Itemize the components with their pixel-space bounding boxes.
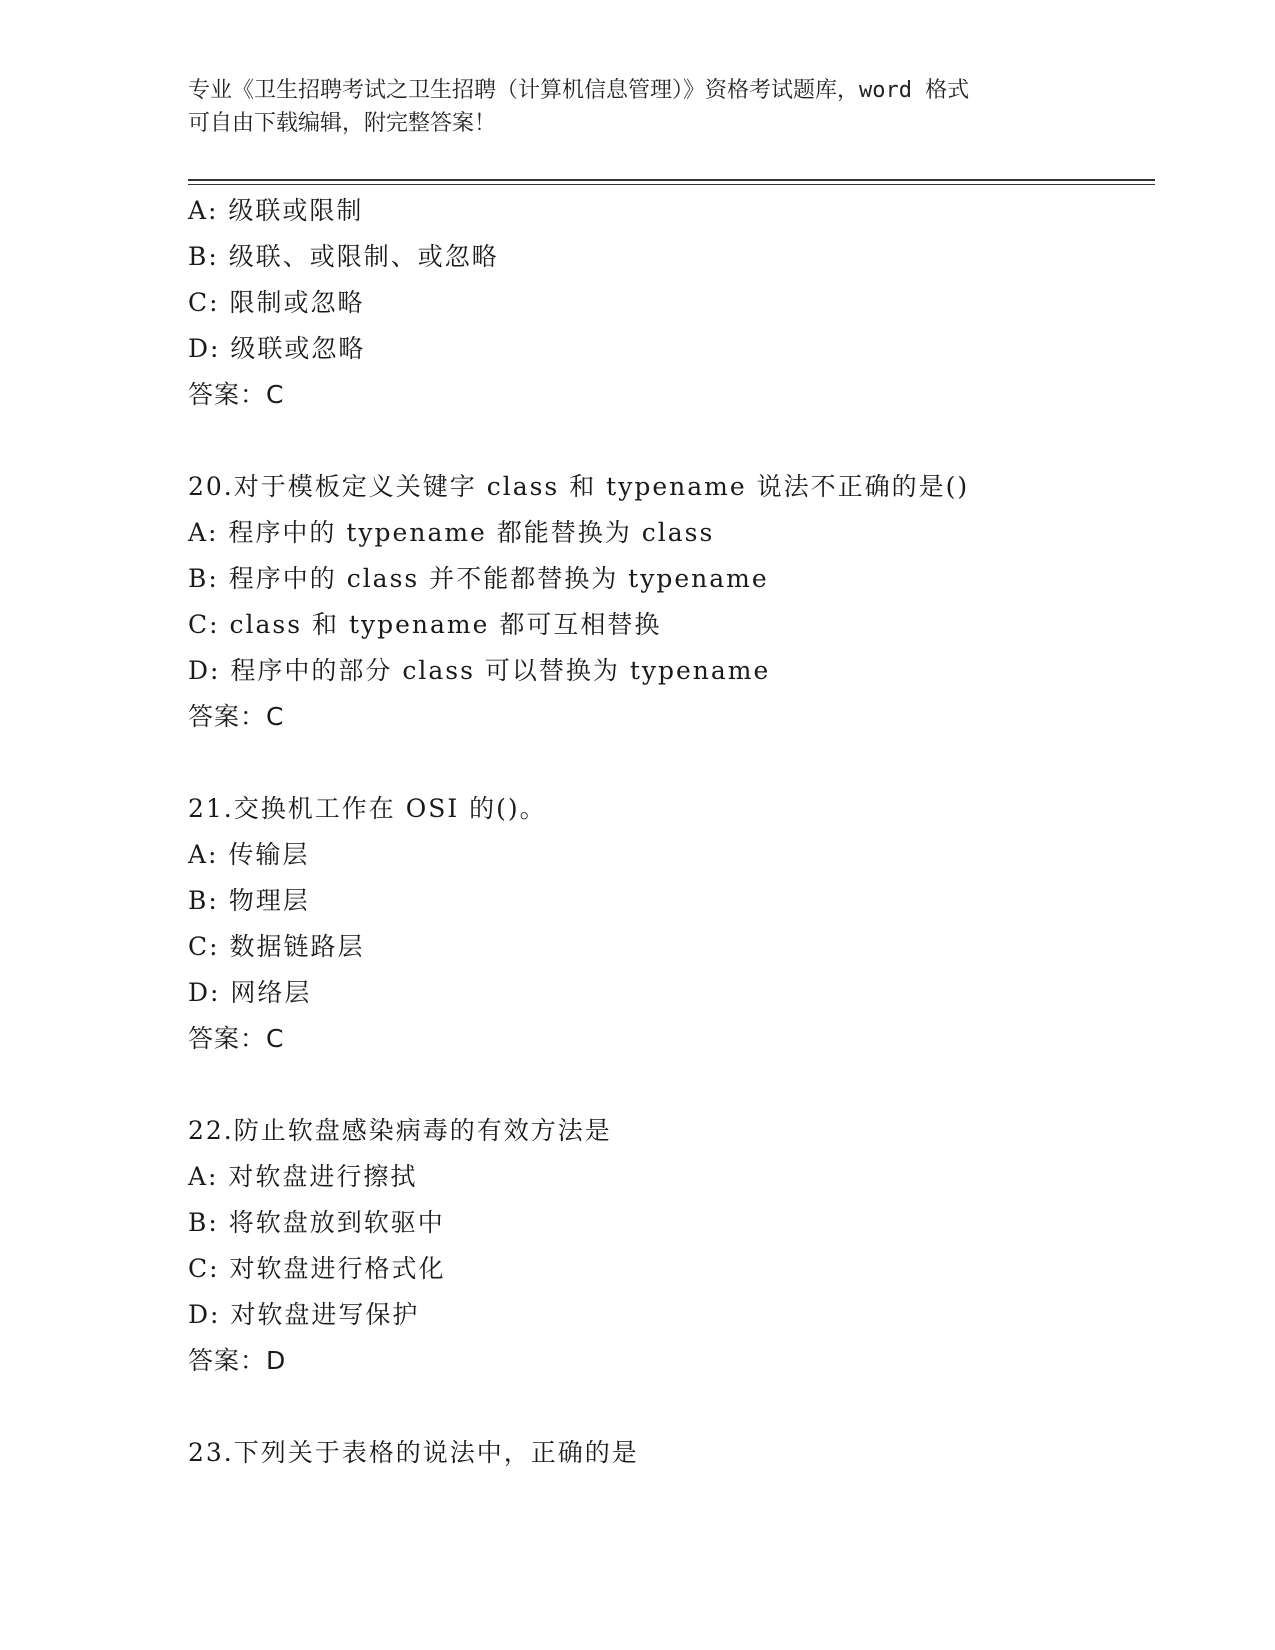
spacer [188, 1062, 1148, 1108]
question-21 [188, 786, 1148, 1062]
question-text: 21.交换机工作在 OSI 的()。 [188, 794, 547, 823]
answer-line: 答案：D [188, 1346, 287, 1375]
option-c: C: 限制或忽略 [188, 288, 365, 317]
spacer [188, 1384, 1148, 1430]
option-a: A: 传输层 [188, 840, 310, 869]
option-b: B: 将软盘放到软驱中 [188, 1208, 445, 1237]
document-header [188, 74, 1088, 140]
question-22 [188, 1108, 1148, 1384]
option-b: B: 物理层 [188, 886, 310, 915]
header-title-line-2: 可自由下载编辑，附完整答案！ [188, 111, 497, 136]
answer-line: 答案：C [188, 1024, 285, 1053]
option-c: C: 数据链路层 [188, 932, 365, 961]
option-b: B: 程序中的 class 并不能都替换为 typename [188, 564, 769, 593]
option-b: B: 级联、或限制、或忽略 [188, 242, 499, 271]
option-d: D: 程序中的部分 class 可以替换为 typename [188, 656, 771, 685]
question-list [188, 188, 1148, 1476]
header-divider-thick [188, 179, 1155, 181]
option-d: D: 网络层 [188, 978, 312, 1007]
answer-line: 答案：C [188, 380, 285, 409]
option-a: A: 级联或限制 [188, 196, 364, 225]
question-text: 22.防止软盘感染病毒的有效方法是 [188, 1116, 612, 1145]
question-text: 20.对于模板定义关键字 class 和 typename 说法不正确的是() [188, 472, 970, 501]
question-23 [188, 1430, 1148, 1476]
question-20 [188, 464, 1148, 740]
option-a: A: 程序中的 typename 都能替换为 class [188, 518, 715, 547]
option-c: C: class 和 typename 都可互相替换 [188, 610, 662, 639]
option-a: A: 对软盘进行擦拭 [188, 1162, 418, 1191]
spacer [188, 418, 1148, 464]
question-text: 23.下列关于表格的说法中，正确的是 [188, 1438, 639, 1467]
option-d: D: 级联或忽略 [188, 334, 366, 363]
option-c: C: 对软盘进行格式化 [188, 1254, 446, 1283]
header-divider-thin [188, 184, 1155, 185]
option-d: D: 对软盘进写保护 [188, 1300, 420, 1329]
header-title-line-1: 专业《卫生招聘考试之卫生招聘（计算机信息管理）》资格考试题库，word 格式 [188, 78, 970, 103]
answer-line: 答案：C [188, 702, 285, 731]
spacer [188, 740, 1148, 786]
question-19-continued [188, 188, 1148, 418]
